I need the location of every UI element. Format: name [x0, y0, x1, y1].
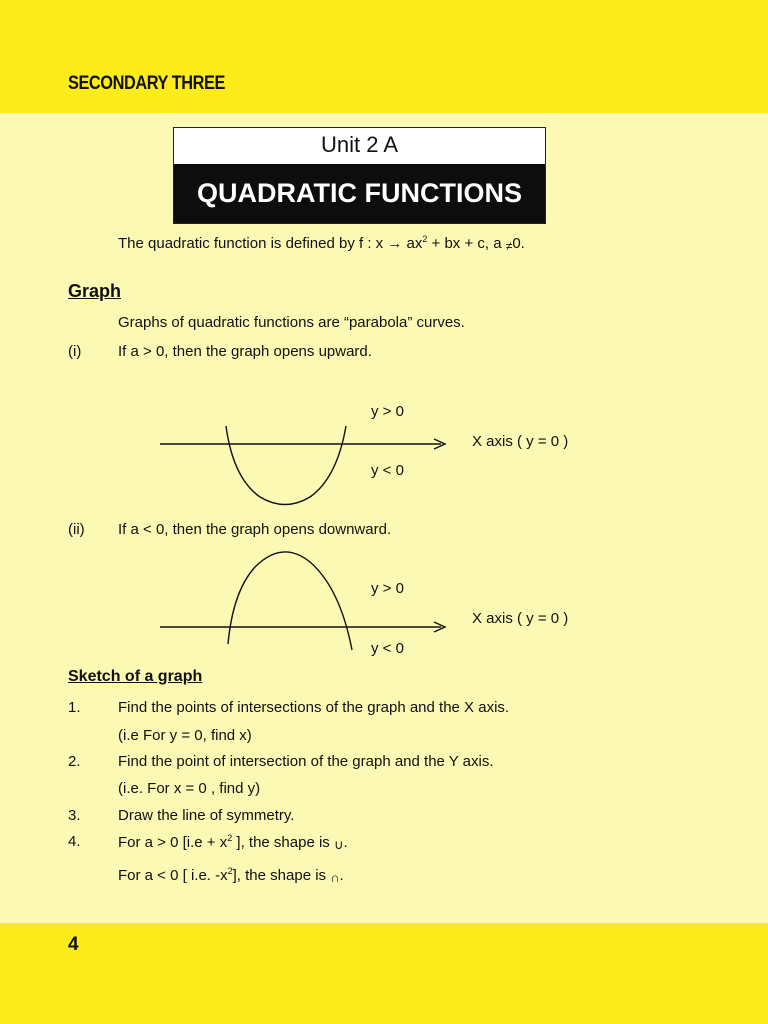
step4-end-a: . — [343, 834, 348, 851]
not-equal-icon: ≠ — [505, 239, 513, 253]
down-y-negative-label: y < 0 — [371, 640, 404, 657]
page-number: 4 — [68, 934, 79, 955]
case2-text: If a < 0, then the graph opens downward. — [118, 521, 392, 538]
downward-parabola — [228, 552, 352, 650]
definition-exponent: 2 — [422, 234, 428, 244]
topic-title: QUADRATIC FUNCTIONS — [174, 164, 545, 223]
step4-text-a: For a > 0 [i.e + x — [118, 834, 228, 851]
definition-prefix: The quadratic function is defined by f : x — [118, 235, 388, 252]
step4-line-a — [118, 833, 348, 853]
upward-parabola — [226, 426, 346, 505]
step4-end-c: . — [339, 867, 344, 884]
case1-text: If a > 0, then the graph opens upward. — [118, 343, 372, 360]
step1-number: 1. — [68, 699, 81, 716]
cap-shape-icon: ∩ — [330, 870, 340, 885]
step2-sub: (i.e. For x = 0 , find y) — [118, 780, 261, 797]
step2-text: Find the point of intersection of the graph and the Y axis. — [118, 753, 494, 770]
cup-shape-icon: ∪ — [333, 837, 344, 852]
step4-number: 4. — [68, 833, 81, 850]
case2-number: (ii) — [68, 521, 85, 538]
series-label: SECONDARY THREE — [68, 73, 225, 94]
step3-text: Draw the line of symmetry. — [118, 807, 295, 824]
step1-sub: (i.e For y = 0, find x) — [118, 727, 252, 744]
step4-text-c: For a < 0 [ i.e. -x — [118, 867, 228, 884]
graph-heading: Graph — [68, 281, 122, 301]
unit-label: Unit 2 A — [320, 132, 399, 157]
definition-rest: + bx + c, a — [427, 235, 506, 252]
step4-exponent-a: 2 — [227, 833, 233, 843]
definition-ax: ax — [402, 235, 423, 252]
down-x-axis-label: X axis ( y = 0 ) — [472, 610, 569, 627]
step3-number: 3. — [68, 807, 81, 824]
case1-number: (i) — [68, 343, 82, 360]
step2-number: 2. — [68, 753, 81, 770]
up-y-positive-label: y > 0 — [371, 403, 404, 420]
step4-text-b: ], the shape is — [232, 834, 334, 851]
down-y-positive-label: y > 0 — [371, 580, 404, 597]
sketch-heading: Sketch of a graph — [68, 668, 203, 685]
graph-intro: Graphs of quadratic functions are “parabola” curves. — [118, 314, 465, 331]
maps-to-icon: → — [387, 235, 403, 252]
up-y-negative-label: y < 0 — [371, 462, 404, 479]
up-x-axis-label: X axis ( y = 0 ) — [472, 433, 569, 450]
step4-line-c — [118, 866, 344, 885]
definition-zero: 0. — [512, 235, 525, 252]
step4-text-d: ], the shape is — [232, 867, 331, 884]
step1-text: Find the points of intersections of the graph and the X axis. — [118, 699, 510, 716]
step4-exponent-c: 2 — [227, 866, 233, 876]
